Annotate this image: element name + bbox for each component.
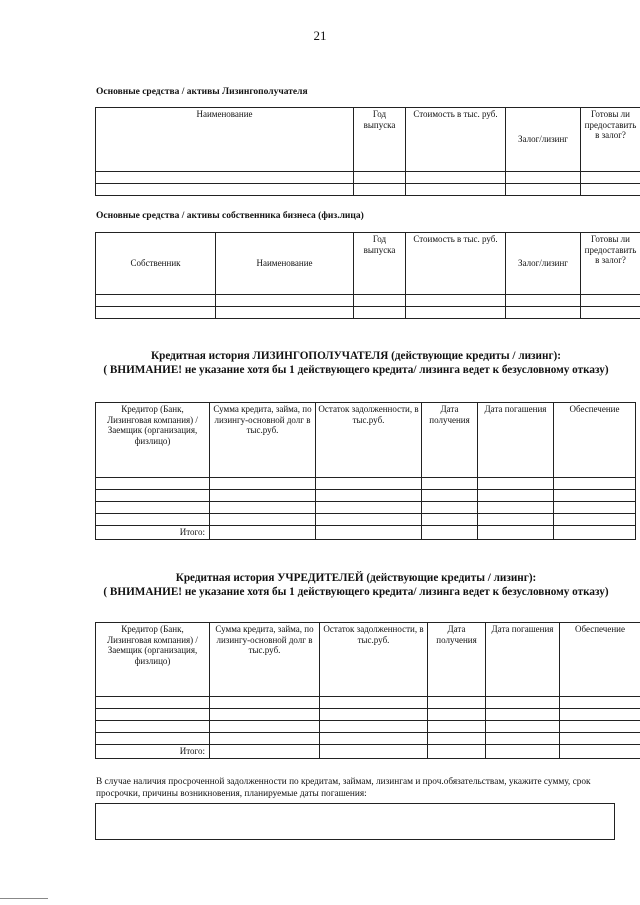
header-loan-amount: Сумма кредита, займа, по лизингу-основной долг в тыс.руб.: [210, 403, 316, 478]
header-collateral: Обеспечение: [554, 403, 636, 478]
owner-assets-table: [95, 232, 640, 319]
header-loan-amount: Сумма кредита, займа, по лизингу-основной долг в тыс.руб.: [210, 623, 320, 697]
header-date-received: Дата получения: [422, 403, 478, 478]
lessee-credit-title: [96, 349, 616, 377]
founders-credit-title: [96, 571, 616, 599]
header-date-repaid: Дата погашения: [486, 623, 560, 697]
overdue-details-field[interactable]: [95, 803, 615, 840]
table-row[interactable]: [96, 721, 640, 733]
lessee-credit-table: [95, 402, 636, 540]
lessee-assets-title: Основные средства / активы Лизингополучателя: [96, 87, 308, 97]
table-row[interactable]: [96, 172, 640, 184]
founders-credit-table: [95, 622, 640, 759]
table-row[interactable]: [96, 709, 640, 721]
header-creditor: Кредитор (Банк, Лизинговая компания) /Заемщик (организация, физлицо): [96, 403, 210, 478]
page-number: 21: [313, 28, 327, 43]
header-creditor: Кредитор (Банк, Лизинговая компания) /Заемщик (организация, физлицо): [96, 623, 210, 697]
header-year: Год выпуска: [354, 233, 406, 295]
total-row[interactable]: [96, 745, 640, 759]
table-row[interactable]: [96, 295, 640, 307]
table-row[interactable]: [96, 490, 636, 502]
table-row[interactable]: [96, 514, 636, 526]
header-ready-to-pledge: Готовы ли предоставить в залог?: [581, 108, 640, 172]
table-row[interactable]: [96, 478, 636, 490]
lessee-credit-warning: ( ВНИМАНИЕ! не указание хотя бы 1 действующего кредита/ лизинга ведет к безусловному отказу): [103, 364, 609, 376]
header-ready-to-pledge: Готовы ли предоставить в залог?: [581, 233, 640, 295]
header-name: Наименование: [216, 233, 354, 295]
overdue-note: В случае наличия просроченной задолженности по кредитам, займам, лизингам и проч.обязательствам, укажите сумму, срок просрочки, причины возникновения, планируемые даты погашения:: [96, 777, 591, 799]
header-name: Наименование: [96, 108, 354, 172]
header-owner: Собственник: [96, 233, 216, 295]
table-row[interactable]: [96, 307, 640, 319]
lessee-credit-heading: Кредитная история ЛИЗИНГОПОЛУЧАТЕЛЯ (действующие кредиты / лизинг):: [151, 350, 561, 362]
lessee-assets-table: [95, 107, 640, 196]
table-row[interactable]: [96, 697, 640, 709]
header-collateral: Обеспечение: [560, 623, 640, 697]
header-pledge: Залог/лизинг: [506, 108, 581, 172]
header-cost: Стоимость в тыс. руб.: [406, 233, 506, 295]
header-date-repaid: Дата погашения: [478, 403, 554, 478]
founders-credit-heading: Кредитная история УЧРЕДИТЕЛЕЙ (действующие кредиты / лизинг):: [175, 572, 537, 584]
total-label: Итого:: [96, 745, 210, 759]
founders-credit-warning: ( ВНИМАНИЕ! не указание хотя бы 1 действующего кредита/ лизинга ведет к безусловному отказу): [103, 586, 609, 598]
page-corner-line: [0, 898, 48, 899]
total-row[interactable]: [96, 526, 636, 540]
table-row[interactable]: [96, 184, 640, 196]
table-row[interactable]: [96, 733, 640, 745]
header-date-received: Дата получения: [428, 623, 486, 697]
header-cost: Стоимость в тыс. руб.: [406, 108, 506, 172]
table-row[interactable]: [96, 502, 636, 514]
header-pledge: Залог/лизинг: [506, 233, 581, 295]
header-year: Год выпуска: [354, 108, 406, 172]
owner-assets-title: Основные средства / активы собственника бизнеса (физ.лица): [96, 211, 364, 221]
total-label: Итого:: [96, 526, 210, 540]
header-balance: Остаток задолженности, в тыс.руб.: [316, 403, 422, 478]
header-balance: Остаток задолженности, в тыс.руб.: [320, 623, 428, 697]
